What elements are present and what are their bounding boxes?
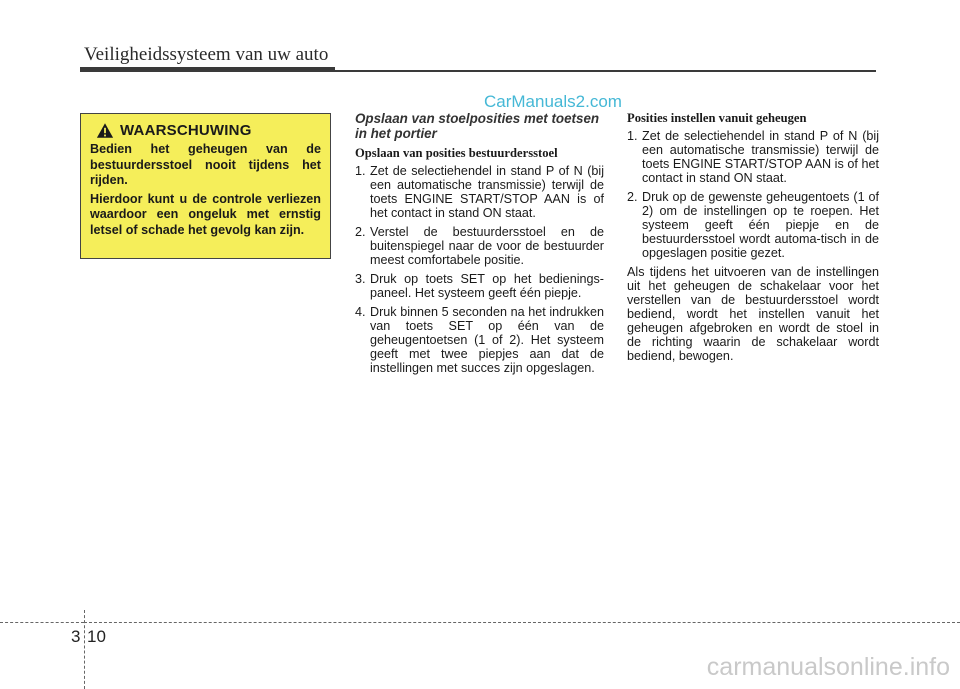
page-number: 10 <box>87 627 106 646</box>
step-item <box>355 272 604 300</box>
header-rule-thick <box>80 67 335 72</box>
step-text: Druk op toets SET op het bedienings-paneel. Het systeem geeft één piepje. <box>370 272 604 300</box>
footer-line-right <box>84 622 960 623</box>
step-text: Zet de selectiehendel in stand P of N (bij een automatische transmissie) terwijl de toets ENGINE START/STOP AAN is of het contact in stand ON staat. <box>370 164 604 220</box>
warning-text: Hierdoor kunt u de controle verliezen waardoor een ongeluk met ernstig letsel of schade het gevolg kan zijn. <box>90 191 321 237</box>
step-text: Verstel de bestuurdersstoel en de buitenspiegel naar de voor de bestuurder meest comfortabele positie. <box>370 225 604 267</box>
step-number: 4. <box>355 305 366 319</box>
body-paragraph: Als tijdens het uitvoeren van de instellingen uit het geheugen de schakelaar voor het verstellen van de bestuurdersstoel wordt bediend, wordt het instellen vanuit het geheugen afgebroken en wordt de stoel in de richting waarin de schakelaar wordt bediend, bewogen. <box>627 265 879 363</box>
step-number: 3. <box>355 272 366 286</box>
step-text: Zet de selectiehendel in stand P of N (bij een automatische transmissie) terwijl de toets ENGINE START/STOP AAN is of het contact in stand ON staat. <box>642 129 879 185</box>
footer-line-left <box>0 622 84 623</box>
middle-column <box>355 111 604 380</box>
section-subtitle: Opslaan van stoelposities met toetsen in het portier <box>355 111 600 141</box>
step-text: Druk op de gewenste geheugentoets (1 of 2) om de instellingen op te roepen. Het systeem geeft één piepje en de bestuurdersstoel wordt automa-tisch in de opgeslagen positie gezet. <box>642 190 879 260</box>
warning-text: Bedien het geheugen van de bestuurdersstoel nooit tijdens het rijden. <box>90 142 321 187</box>
step-number: 2. <box>627 190 638 204</box>
step-item <box>355 164 604 220</box>
step-item <box>627 190 879 260</box>
section-heading: Posities instellen vanuit geheugen <box>627 111 807 125</box>
step-item <box>355 305 604 375</box>
right-column <box>627 111 879 363</box>
chapter-number: 3 <box>71 627 81 646</box>
step-text: Druk binnen 5 seconden na het indrukken van toets SET op één van de geheugentoetsen (1 of 2). Het systeem geeft met twee piepjes aan dat de instellingen met succes zijn opgeslagen. <box>370 305 604 375</box>
footer-divider <box>84 610 85 689</box>
warning-header <box>96 122 321 139</box>
header-rule-thin <box>335 70 876 72</box>
warning-box <box>80 113 331 259</box>
step-number: 1. <box>627 129 638 143</box>
steps-list <box>355 164 604 375</box>
section-heading: Opslaan van posities bestuurdersstoel <box>355 146 558 160</box>
watermark-bottom: carmanualsonline.info <box>706 653 950 681</box>
step-item <box>627 129 879 185</box>
page-header-title: Veiligheidssysteem van uw auto <box>84 44 329 65</box>
steps-list <box>627 129 879 260</box>
warning-title: WAARSCHUWING <box>120 122 252 139</box>
watermark-top: CarManuals2.com <box>484 92 622 111</box>
step-number: 1. <box>355 164 366 178</box>
step-item <box>355 225 604 267</box>
step-number: 2. <box>355 225 366 239</box>
warning-triangle-icon <box>96 122 114 139</box>
